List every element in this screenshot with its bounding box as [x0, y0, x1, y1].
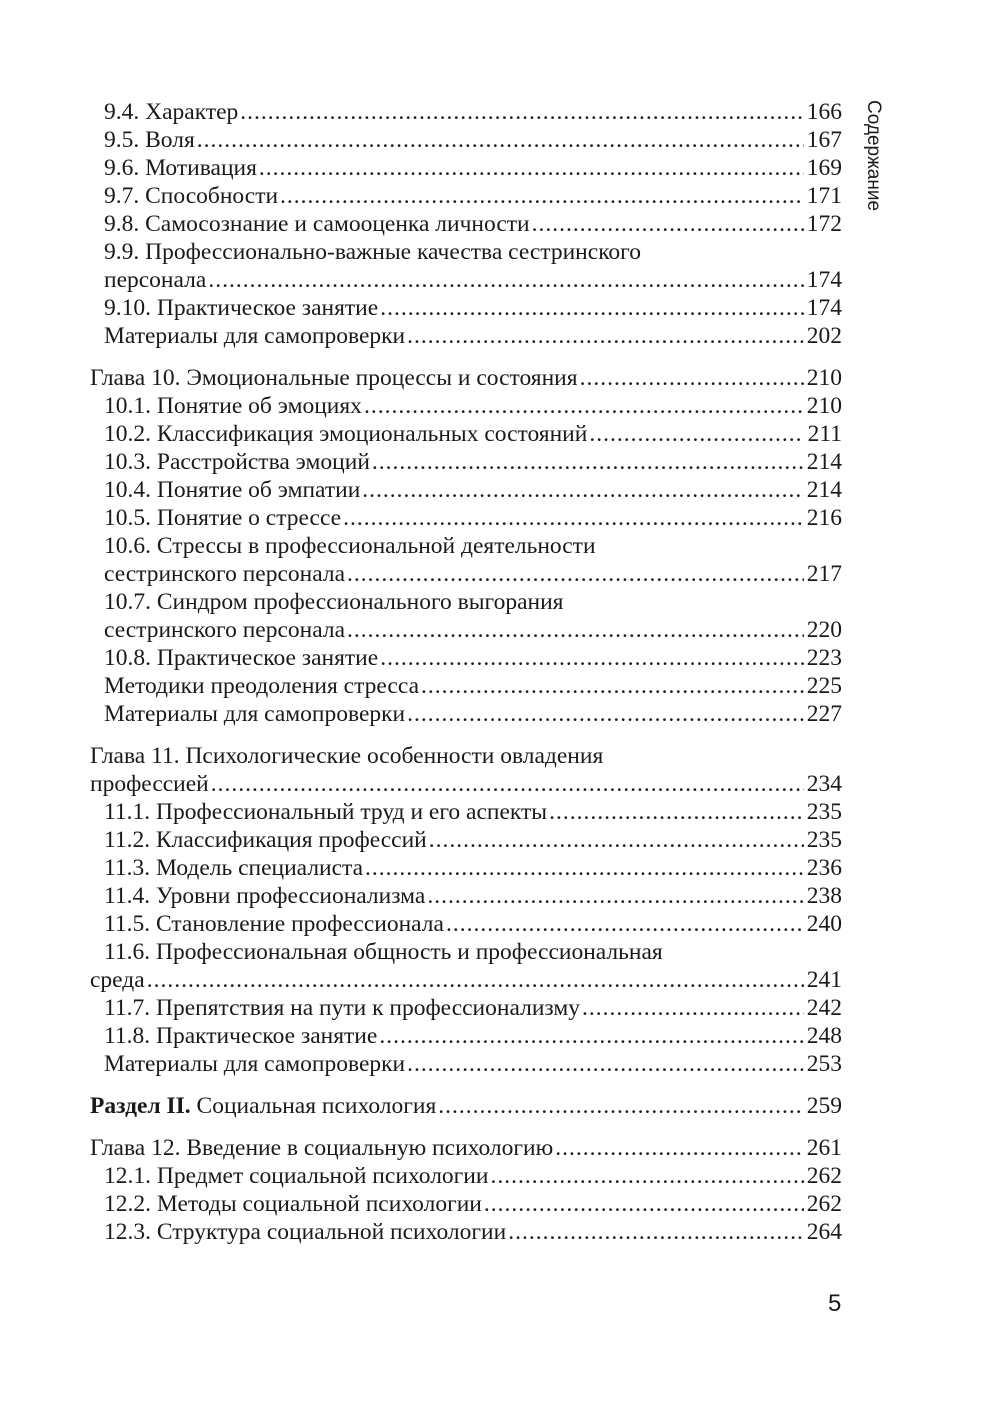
toc-entry-label: персонала: [104, 267, 207, 293]
toc-entry-label: 10.8. Практическое занятие: [104, 645, 379, 671]
dot-leader: [407, 322, 804, 350]
toc-entry-label: Глава 11. Психологические особенности овладения: [90, 743, 604, 769]
toc-entry-label: Глава 10. Эмоциональные процессы и состояния: [90, 365, 578, 391]
dot-leader: [407, 1050, 804, 1078]
toc-page-number: 240: [806, 911, 842, 937]
toc-page-number: 220: [806, 617, 842, 643]
toc-entry-row[interactable]: [90, 910, 842, 938]
toc-entry-label: 11.4. Уровни профессионализма: [104, 883, 426, 909]
toc-page-number: 223: [806, 645, 842, 671]
dot-leader: [582, 994, 804, 1022]
toc-entry-label: [90, 1092, 436, 1120]
toc-page-number: 174: [806, 267, 842, 293]
toc-chapter-row[interactable]: [90, 364, 842, 392]
page-number: 5: [828, 1290, 842, 1317]
toc-page-number: 214: [806, 477, 842, 503]
toc-chapter-row[interactable]: [90, 966, 842, 994]
toc-page-number: 227: [806, 701, 842, 727]
dot-leader: [380, 644, 804, 672]
toc-entry-label: сестринского персонала: [104, 617, 346, 643]
toc-page-number: 202: [806, 323, 842, 349]
toc-page-number: 216: [806, 505, 842, 531]
toc-entry-label: 11.2. Классификация профессий: [104, 827, 427, 853]
dot-leader: [364, 392, 804, 420]
toc-entry-row[interactable]: [90, 672, 842, 700]
toc-gap: [90, 350, 842, 364]
toc-chapter-row[interactable]: [90, 770, 842, 798]
running-header: Содержание: [863, 100, 884, 212]
toc-page-number: 253: [806, 1051, 842, 1077]
toc-entry-label: среда: [90, 967, 145, 993]
dot-leader: [427, 882, 804, 910]
dot-leader: [508, 1218, 804, 1246]
toc-page-number: 236: [806, 855, 842, 881]
toc-page-number: 242: [806, 995, 842, 1021]
toc-page-number: 241: [806, 967, 842, 993]
toc-gap: [90, 728, 842, 742]
dot-leader: [407, 700, 804, 728]
toc-entry-row[interactable]: [90, 182, 842, 210]
toc-entry-row[interactable]: [90, 938, 842, 966]
toc-entry-row[interactable]: [90, 154, 842, 182]
toc-entry-label: 10.2. Классификация эмоциональных состояний: [104, 421, 588, 447]
toc-entry-label: 11.8. Практическое занятие: [104, 1023, 378, 1049]
toc-entry-label: 9.6. Мотивация: [104, 155, 257, 181]
toc-entry-label: Материалы для самопроверки: [104, 701, 406, 727]
toc-entry-row[interactable]: [90, 294, 842, 322]
toc-entry-label: 11.1. Профессиональный труд и его аспекты: [104, 799, 548, 825]
toc-entry-row[interactable]: [90, 448, 842, 476]
toc-entry-label: 9.4. Характер: [104, 99, 239, 125]
toc-entry-row[interactable]: [90, 798, 842, 826]
dot-leader: [490, 1162, 804, 1190]
dot-leader: [197, 126, 804, 154]
toc-page-number: 172: [806, 211, 842, 237]
toc-gap: [90, 1078, 842, 1092]
toc-page-number: 174: [806, 295, 842, 321]
toc-entry-row[interactable]: [90, 1162, 842, 1190]
dot-leader: [372, 448, 804, 476]
toc-entry-row[interactable]: [90, 560, 842, 588]
toc-entry-row[interactable]: [90, 1190, 842, 1218]
toc-entry-label: 9.5. Воля: [104, 127, 195, 153]
toc-entry-row[interactable]: [90, 322, 842, 350]
dot-leader: [380, 294, 804, 322]
dot-leader: [379, 1022, 804, 1050]
dot-leader: [347, 560, 804, 588]
toc-chapter-row[interactable]: [90, 742, 842, 770]
toc-entry-label: 9.8. Самосознание и самооценка личности: [104, 211, 530, 237]
toc-entry-row[interactable]: [90, 616, 842, 644]
dot-leader: [532, 210, 804, 238]
toc-entry-label: 10.3. Расстройства эмоций: [104, 449, 370, 475]
toc-entry-row[interactable]: [90, 700, 842, 728]
dot-leader: [589, 420, 804, 448]
toc-entry-row[interactable]: [90, 854, 842, 882]
dot-leader: [446, 910, 804, 938]
toc-entry-label: 10.7. Синдром профессионального выгорания: [104, 589, 564, 615]
toc-entry-label: 12.1. Предмет социальной психологии: [104, 1163, 489, 1189]
toc-page-number: 259: [806, 1093, 842, 1119]
toc-page-number: 217: [806, 561, 842, 587]
dot-leader: [147, 966, 804, 994]
dot-leader: [421, 672, 804, 700]
toc-page-number: 264: [806, 1219, 842, 1245]
toc-entry-row[interactable]: [90, 882, 842, 910]
toc-page-number: 211: [807, 421, 842, 447]
toc-entry-row[interactable]: [90, 420, 842, 448]
toc-chapter-row[interactable]: [90, 1134, 842, 1162]
dot-leader: [438, 1092, 804, 1120]
toc-entry-row[interactable]: [90, 476, 842, 504]
dot-leader: [549, 798, 804, 826]
toc-page-number: 171: [806, 183, 842, 209]
toc-entry-row[interactable]: [90, 644, 842, 672]
toc-page-number: 210: [806, 365, 842, 391]
toc-entry-label: 9.9. Профессионально-важные качества сестринского: [104, 239, 641, 265]
toc-page-number: 169: [806, 155, 842, 181]
toc-entry-row[interactable]: [90, 238, 842, 266]
dot-leader: [240, 98, 804, 126]
toc-entry-row[interactable]: [90, 1218, 842, 1246]
toc-entry-row[interactable]: [90, 504, 842, 532]
toc-entry-row[interactable]: [90, 126, 842, 154]
toc-entry-label: Материалы для самопроверки: [104, 1051, 406, 1077]
dot-leader: [362, 476, 804, 504]
toc-entry-row[interactable]: [90, 532, 842, 560]
toc-page-number: 210: [806, 393, 842, 419]
dot-leader: [365, 854, 804, 882]
toc-entry-label: Материалы для самопроверки: [104, 323, 406, 349]
toc-entry-row[interactable]: [90, 1050, 842, 1078]
toc-page-number: 234: [806, 771, 842, 797]
toc-entry-row[interactable]: [90, 1022, 842, 1050]
dot-leader: [555, 1134, 804, 1162]
dot-leader: [347, 616, 804, 644]
dot-leader: [208, 266, 804, 294]
toc-entry-label: 12.3. Структура социальной психологии: [104, 1219, 507, 1245]
toc-entry-label: 11.5. Становление профессионала: [104, 911, 444, 937]
toc-page-number: 214: [806, 449, 842, 475]
dot-leader: [580, 364, 804, 392]
dot-leader: [280, 182, 804, 210]
toc-entry-label: 10.6. Стрессы в профессиональной деятельности: [104, 533, 596, 559]
toc-page-number: 167: [806, 127, 842, 153]
toc-page-number: 235: [806, 799, 842, 825]
toc-entry-label: 9.7. Способности: [104, 183, 279, 209]
toc-entry-row[interactable]: [90, 994, 842, 1022]
toc-entry-label: 11.6. Профессиональная общность и профессиональная: [104, 939, 663, 965]
toc-section-prefix: Раздел II.: [90, 1093, 191, 1119]
toc-entry-label: 11.7. Препятствия на пути к профессионализму: [104, 995, 580, 1021]
toc-page-number: 235: [806, 827, 842, 853]
toc-gap: [90, 1120, 842, 1134]
toc-entry-label: 9.10. Практическое занятие: [104, 295, 379, 321]
toc-entry-label: Методики преодоления стресса: [104, 673, 420, 699]
toc-entry-label: профессией: [90, 771, 209, 797]
toc-entry-row[interactable]: [90, 392, 842, 420]
toc-entry-row[interactable]: [90, 98, 842, 126]
toc-chapter-row[interactable]: [90, 1092, 842, 1120]
toc-page-number: 238: [806, 883, 842, 909]
toc-page-number: 248: [806, 1023, 842, 1049]
dot-leader: [484, 1190, 804, 1218]
toc-page-number: 262: [806, 1163, 842, 1189]
dot-leader: [429, 826, 804, 854]
toc-entry-label: 10.5. Понятие о стрессе: [104, 505, 342, 531]
toc-page-number: 166: [806, 99, 842, 125]
toc-entry-label: 10.4. Понятие об эмпатии: [104, 477, 361, 503]
toc-entry-label: 11.3. Модель специалиста: [104, 855, 364, 881]
toc-page-number: 225: [806, 673, 842, 699]
toc-entry-label: 10.1. Понятие об эмоциях: [104, 393, 362, 419]
toc-entry-label: 12.2. Методы социальной психологии: [104, 1191, 482, 1217]
toc-entry-row[interactable]: [90, 266, 842, 294]
toc-entry-label: сестринского персонала: [104, 561, 346, 587]
toc-entry-row[interactable]: [90, 826, 842, 854]
toc-entry-label: Глава 12. Введение в социальную психологию: [90, 1135, 554, 1161]
toc-section-title: Социальная психология: [196, 1093, 437, 1119]
toc-entry-row[interactable]: [90, 210, 842, 238]
toc-entry-row[interactable]: [90, 588, 842, 616]
toc-page-number: 261: [806, 1135, 842, 1161]
table-of-contents: [90, 98, 842, 1246]
dot-leader: [211, 770, 804, 798]
dot-leader: [259, 154, 804, 182]
toc-page-number: 262: [806, 1191, 842, 1217]
dot-leader: [343, 504, 804, 532]
